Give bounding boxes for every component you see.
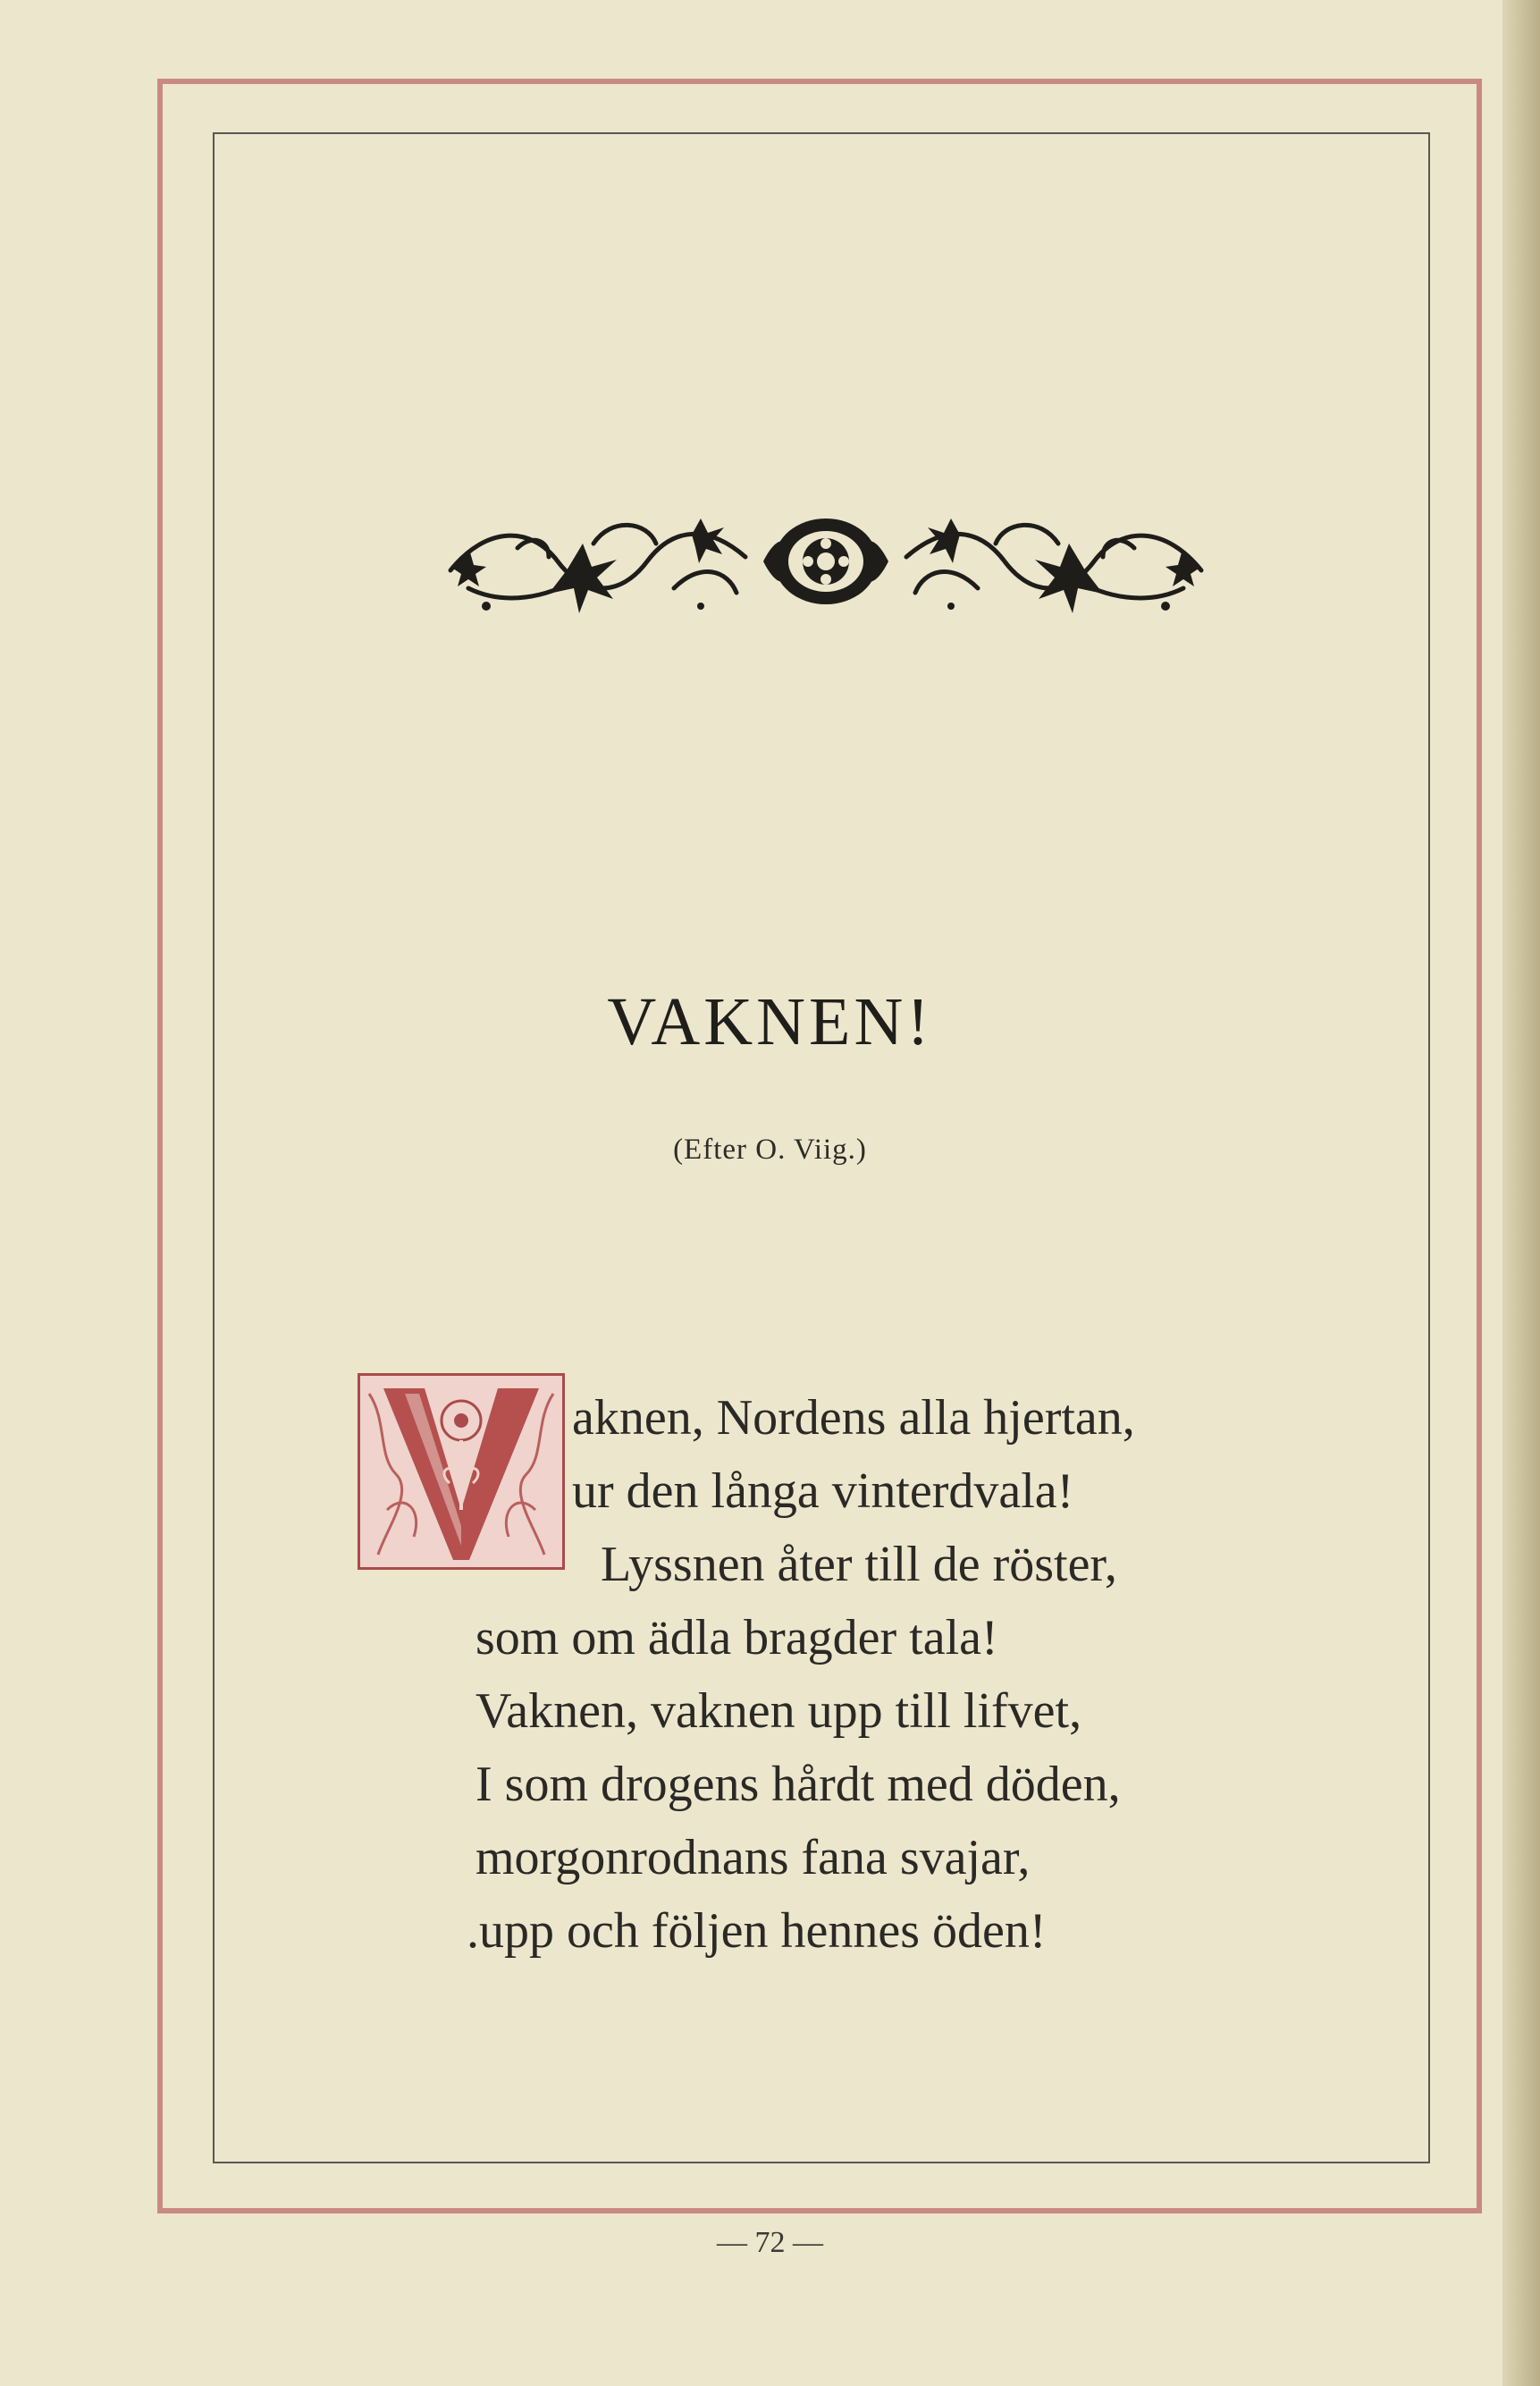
page-edge-shadow [1502,0,1540,2386]
page-number: — 72 — [717,2226,823,2259]
poem-line-8: .upp och följen hennes öden! [467,1903,1047,1959]
floral-headpiece-icon [433,508,1219,615]
poem-title: VAKNEN! [607,984,933,1059]
poem-line-1: aknen, Nordens alla hjertan, [572,1390,1135,1446]
poem-line-7: morgonrodnans fana svajar, [475,1830,1031,1885]
illuminated-v-initial-icon [358,1373,565,1570]
poem-attribution: (Efter O. Viig.) [673,1134,867,1166]
poem-line-2: ur den långa vinterdvala! [572,1463,1074,1519]
poem-line-4: som om ädla bragder tala! [475,1610,998,1665]
poem-line-5: Vaknen, vaknen upp till lifvet, [475,1683,1082,1739]
poem-line-6: I som drogens hårdt med döden, [475,1757,1121,1812]
poem-line-3: Lyssnen åter till de röster, [601,1537,1117,1592]
